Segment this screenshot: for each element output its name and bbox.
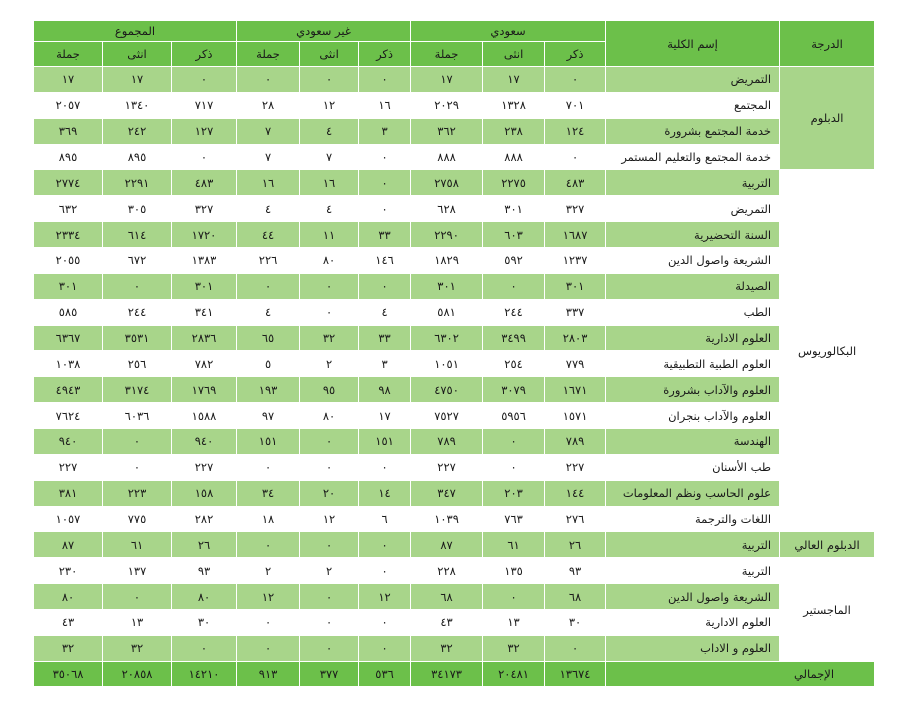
value-cell: ٩٧ [237,403,300,429]
value-cell: ٤ [237,196,300,222]
value-cell: ٧١٧ [172,92,237,118]
value-cell: ٢٢٨ [411,558,483,584]
total-cell: ٣٤١٧٣ [411,662,483,687]
value-cell: ٣٠١ [411,273,483,299]
value-cell: ٢٢٧ [34,454,103,480]
value-cell: ٢٣٠ [34,558,103,584]
table-row [34,635,875,661]
college-cell: العلوم والآداب بشرورة [606,377,780,403]
value-cell: ١٦ [300,170,359,196]
value-cell: ٣٢٧ [172,196,237,222]
value-cell: ٤٣ [411,610,483,636]
header-saudi-female: انثى [483,42,545,67]
value-cell: ٢٧٦ [545,506,606,532]
value-cell: ٣٠١ [483,196,545,222]
total-cell: ٩١٣ [237,662,300,687]
value-cell: ٠ [103,454,172,480]
value-cell: ٩٣ [545,558,606,584]
value-cell: ٢٢٩١ [103,170,172,196]
table-row [34,222,875,248]
value-cell: ٧٦٣ [483,506,545,532]
value-cell: ٩٣ [172,558,237,584]
header-total-group: المجموع [34,21,237,42]
value-cell: ٣٢٧ [545,196,606,222]
value-cell: ١٦ [359,92,411,118]
total-cell: ٣٧٧ [300,662,359,687]
value-cell: ٢٢٧ [172,454,237,480]
value-cell: ١٧ [103,67,172,93]
value-cell: ١٢ [359,584,411,610]
value-cell: ٠ [483,273,545,299]
table-row [34,351,875,377]
table-row [34,170,875,196]
value-cell: ٥٩٢ [483,248,545,274]
college-cell: العلوم الطبية التطبيقية [606,351,780,377]
value-cell: ١٤ [359,480,411,506]
value-cell: ٢٤٢ [103,118,172,144]
value-cell: ١٥٨ [172,480,237,506]
value-cell: ٢٢٦ [237,248,300,274]
total-cell: ٣٥٠٦٨ [34,662,103,687]
value-cell: ١٠٣٩ [411,506,483,532]
value-cell: ٧٨٢ [172,351,237,377]
value-cell: ٣٠ [545,610,606,636]
value-cell: ١٢٧ [172,118,237,144]
value-cell: ٦ [359,506,411,532]
value-cell: ٩٨ [359,377,411,403]
header-total-female: انثى [103,42,172,67]
value-cell: ٠ [172,67,237,93]
college-cell: طب الأسنان [606,454,780,480]
college-cell: العلوم الادارية [606,610,780,636]
value-cell: ٢٧٧٤ [34,170,103,196]
value-cell: ٨٩٥ [34,144,103,170]
value-cell: ١٢ [300,92,359,118]
value-cell: ١٦٧١ [545,377,606,403]
value-cell: ٧٧٩ [545,351,606,377]
total-label: الإجمالي [606,662,875,687]
header-nonsaudi-sum: جملة [237,42,300,67]
value-cell: ٣٥٣١ [103,325,172,351]
value-cell: ٠ [359,196,411,222]
value-cell: ٣٢ [34,635,103,661]
value-cell: ٢٠٣ [483,480,545,506]
value-cell: ٣٠ [172,610,237,636]
value-cell: ٠ [359,610,411,636]
value-cell: ٤ [237,299,300,325]
value-cell: ٩٤٠ [34,429,103,455]
value-cell: ٠ [359,67,411,93]
value-cell: ٥ [237,351,300,377]
value-cell: ٢٤٤ [103,299,172,325]
value-cell: ٧ [300,144,359,170]
value-cell: ٢٠٥٧ [34,92,103,118]
value-cell: ٤٧٥٠ [411,377,483,403]
value-cell: ٠ [237,67,300,93]
value-cell: ٠ [172,635,237,661]
college-cell: الصيدلة [606,273,780,299]
header-saudi-sum: جملة [411,42,483,67]
value-cell: ٦٣٠٢ [411,325,483,351]
college-cell: العلوم الادارية [606,325,780,351]
value-cell: ٦١٤ [103,222,172,248]
value-cell: ٠ [483,429,545,455]
value-cell: ٢٨٣٦ [172,325,237,351]
value-cell: ٧٦٢٤ [34,403,103,429]
value-cell: ٠ [483,584,545,610]
value-cell: ١٦ [237,170,300,196]
table-row [34,610,875,636]
value-cell: ٨٠ [172,584,237,610]
value-cell: ٠ [103,273,172,299]
value-cell: ٠ [300,454,359,480]
value-cell: ٧ [237,144,300,170]
table-row [34,196,875,222]
table-row [34,558,875,584]
college-cell: التربية [606,170,780,196]
table-row [34,299,875,325]
value-cell: ٦٣٦٧ [34,325,103,351]
value-cell: ٠ [237,273,300,299]
college-cell: الطب [606,299,780,325]
table-row [34,584,875,610]
total-cell: ٢٠٤٨١ [483,662,545,687]
value-cell: ٢٢٣ [103,480,172,506]
value-cell: ٦٠٣ [483,222,545,248]
value-cell: ٠ [545,67,606,93]
value-cell: ٦٣٢ [34,196,103,222]
header-degree: الدرجة [780,21,875,67]
value-cell: ٠ [300,429,359,455]
value-cell: ٣٠١ [545,273,606,299]
value-cell: ١٤٤ [545,480,606,506]
header-nonsaudi-male: ذكر [359,42,411,67]
value-cell: ١٢٣٧ [545,248,606,274]
value-cell: ٢٧٥٨ [411,170,483,196]
value-cell: ١٧٦٩ [172,377,237,403]
college-cell: علوم الحاسب ونظم المعلومات [606,480,780,506]
value-cell: ٨٩٥ [103,144,172,170]
table-row [34,325,875,351]
college-cell: الشريعة واصول الدين [606,584,780,610]
degree-cell: الدبلوم [780,67,875,170]
table-row [34,480,875,506]
value-cell: ٨٠ [300,403,359,429]
value-cell: ١٧ [483,67,545,93]
value-cell: ٩٥ [300,377,359,403]
value-cell: ٢٨٠٣ [545,325,606,351]
value-cell: ٣٤١ [172,299,237,325]
value-cell: ٠ [545,144,606,170]
value-cell: ٠ [300,67,359,93]
value-cell: ٣٤ [237,480,300,506]
value-cell: ٣٤٩٩ [483,325,545,351]
value-cell: ٣٣ [359,325,411,351]
value-cell: ١٤٦ [359,248,411,274]
value-cell: ٢٢٧٥ [483,170,545,196]
value-cell: ١٨٢٩ [411,248,483,274]
value-cell: ٢٢٩٠ [411,222,483,248]
value-cell: ٨٠ [34,584,103,610]
total-cell: ١٤٢١٠ [172,662,237,687]
value-cell: ٠ [237,454,300,480]
value-cell: ٨٧ [411,532,483,558]
value-cell: ٢٨٢ [172,506,237,532]
table-row [34,144,875,170]
value-cell: ٣٦٩ [34,118,103,144]
value-cell: ١٩٣ [237,377,300,403]
value-cell: ٦١ [103,532,172,558]
value-cell: ٢٠٥٥ [34,248,103,274]
table-row [34,429,875,455]
college-cell: العلوم والآداب بنجران [606,403,780,429]
value-cell: ٠ [300,273,359,299]
value-cell: ١٢٤ [545,118,606,144]
college-cell: الهندسة [606,429,780,455]
table-row [34,92,875,118]
table-row [34,532,875,558]
degree-cell: الدبلوم العالي [780,532,875,558]
value-cell: ٤٩٤٣ [34,377,103,403]
value-cell: ٦٨ [545,584,606,610]
value-cell: ١٥٧١ [545,403,606,429]
value-cell: ٠ [359,170,411,196]
value-cell: ٠ [359,532,411,558]
value-cell: ٣٢ [483,635,545,661]
value-cell: ٣٣ [359,222,411,248]
value-cell: ٤٨٣ [545,170,606,196]
value-cell: ٦٨ [411,584,483,610]
value-cell: ١٣٢٨ [483,92,545,118]
value-cell: ٧٨٩ [545,429,606,455]
value-cell: ٢ [237,558,300,584]
value-cell: ١٣٤٠ [103,92,172,118]
table-row [34,273,875,299]
value-cell: ٠ [359,144,411,170]
header-total-male: ذكر [172,42,237,67]
value-cell: ٣٣٧ [545,299,606,325]
value-cell: ٢٥٦ [103,351,172,377]
value-cell: ١١ [300,222,359,248]
college-cell: خدمة المجتمع بشرورة [606,118,780,144]
value-cell: ٢٦ [545,532,606,558]
college-cell: التربية [606,532,780,558]
college-cell: التمريض [606,67,780,93]
header-saudi: سعودي [411,21,606,42]
table-row [34,403,875,429]
header-saudi-male: ذكر [545,42,606,67]
total-row [34,662,875,687]
value-cell: ٠ [237,635,300,661]
college-cell: المجتمع [606,92,780,118]
value-cell: ٤ [300,196,359,222]
value-cell: ٢٤٤ [483,299,545,325]
value-cell: ٣٢ [103,635,172,661]
value-cell: ٢٨ [237,92,300,118]
value-cell: ٠ [300,635,359,661]
college-cell: السنة التحضيرية [606,222,780,248]
value-cell: ٢٠٢٩ [411,92,483,118]
degree-cell: البكالوريوس [780,170,875,532]
value-cell: ١٣٨٣ [172,248,237,274]
value-cell: ١٠٥٧ [34,506,103,532]
table-row [34,506,875,532]
college-cell: اللغات والترجمة [606,506,780,532]
value-cell: ٠ [359,454,411,480]
college-cell: التربية [606,558,780,584]
table-row [34,454,875,480]
value-cell: ٤ [300,118,359,144]
value-cell: ٥٨١ [411,299,483,325]
value-cell: ٠ [237,532,300,558]
value-cell: ٩٤٠ [172,429,237,455]
value-cell: ٣ [359,351,411,377]
value-cell: ٠ [359,273,411,299]
value-cell: ٤٨٣ [172,170,237,196]
enrollment-table [33,20,875,687]
total-cell: ٥٣٦ [359,662,411,687]
value-cell: ٨٠ [300,248,359,274]
value-cell: ٣٤٧ [411,480,483,506]
table-body [34,67,875,662]
value-cell: ١٣ [103,610,172,636]
value-cell: ٧٧٥ [103,506,172,532]
value-cell: ٠ [237,610,300,636]
value-cell: ٠ [300,532,359,558]
value-cell: ٦٧٢ [103,248,172,274]
value-cell: ٣٢ [300,325,359,351]
total-cell: ١٣٦٧٤ [545,662,606,687]
value-cell: ٣٦٢ [411,118,483,144]
value-cell: ٢ [300,351,359,377]
value-cell: ٢٢٧ [545,454,606,480]
value-cell: ١٣ [483,610,545,636]
value-cell: ٠ [103,429,172,455]
value-cell: ٠ [483,454,545,480]
value-cell: ٨٨٨ [483,144,545,170]
value-cell: ٢ [300,558,359,584]
value-cell: ٠ [103,584,172,610]
college-cell: التمريض [606,196,780,222]
value-cell: ١٧ [34,67,103,93]
value-cell: ٠ [300,299,359,325]
value-cell: ٥٩٥٦ [483,403,545,429]
value-cell: ١٧ [411,67,483,93]
value-cell: ٦٠٣٦ [103,403,172,429]
value-cell: ٧٠١ [545,92,606,118]
value-cell: ١٣٥ [483,558,545,584]
value-cell: ٣٠٧٩ [483,377,545,403]
value-cell: ٠ [172,144,237,170]
value-cell: ١٠٥١ [411,351,483,377]
value-cell: ١٥٨٨ [172,403,237,429]
value-cell: ٢٢٧ [411,454,483,480]
value-cell: ١٧٢٠ [172,222,237,248]
value-cell: ٣ [359,118,411,144]
table-row [34,67,875,93]
degree-cell: الماجستير [780,558,875,662]
value-cell: ٧ [237,118,300,144]
value-cell: ٢٣٨ [483,118,545,144]
value-cell: ١٨ [237,506,300,532]
value-cell: ١٢ [237,584,300,610]
header-total-sum: جملة [34,42,103,67]
value-cell: ٦١ [483,532,545,558]
total-cell: ٢٠٨٥٨ [103,662,172,687]
value-cell: ٢٦ [172,532,237,558]
header-college: إسم الكلية [606,21,780,67]
value-cell: ٢٣٣٤ [34,222,103,248]
value-cell: ٣٠١ [172,273,237,299]
header-nonsaudi-female: انثى [300,42,359,67]
value-cell: ٤٤ [237,222,300,248]
value-cell: ٠ [359,558,411,584]
value-cell: ١٦٨٧ [545,222,606,248]
value-cell: ٣٨١ [34,480,103,506]
value-cell: ٧٨٩ [411,429,483,455]
value-cell: ١٢ [300,506,359,532]
value-cell: ٨٨٨ [411,144,483,170]
value-cell: ٣٠١ [34,273,103,299]
value-cell: ٤٣ [34,610,103,636]
value-cell: ٦٢٨ [411,196,483,222]
value-cell: ٢٠ [300,480,359,506]
value-cell: ٠ [359,635,411,661]
value-cell: ٥٨٥ [34,299,103,325]
table-row [34,248,875,274]
college-cell: خدمة المجتمع والتعليم المستمر [606,144,780,170]
value-cell: ١٧ [359,403,411,429]
value-cell: ٧٥٢٧ [411,403,483,429]
table-row [34,377,875,403]
value-cell: ٠ [545,635,606,661]
value-cell: ٦٥ [237,325,300,351]
value-cell: ٠ [300,610,359,636]
college-cell: العلوم و الاداب [606,635,780,661]
table-row [34,118,875,144]
value-cell: ١٥١ [359,429,411,455]
value-cell: ١٥١ [237,429,300,455]
value-cell: ٣١٧٤ [103,377,172,403]
value-cell: ٤ [359,299,411,325]
value-cell: ٠ [300,584,359,610]
value-cell: ٨٧ [34,532,103,558]
header-non-saudi: غير سعودي [237,21,411,42]
value-cell: ٢٥٤ [483,351,545,377]
value-cell: ٣٢ [411,635,483,661]
value-cell: ٣٠٥ [103,196,172,222]
value-cell: ١٠٣٨ [34,351,103,377]
college-cell: الشريعة واصول الدين [606,248,780,274]
value-cell: ١٣٧ [103,558,172,584]
